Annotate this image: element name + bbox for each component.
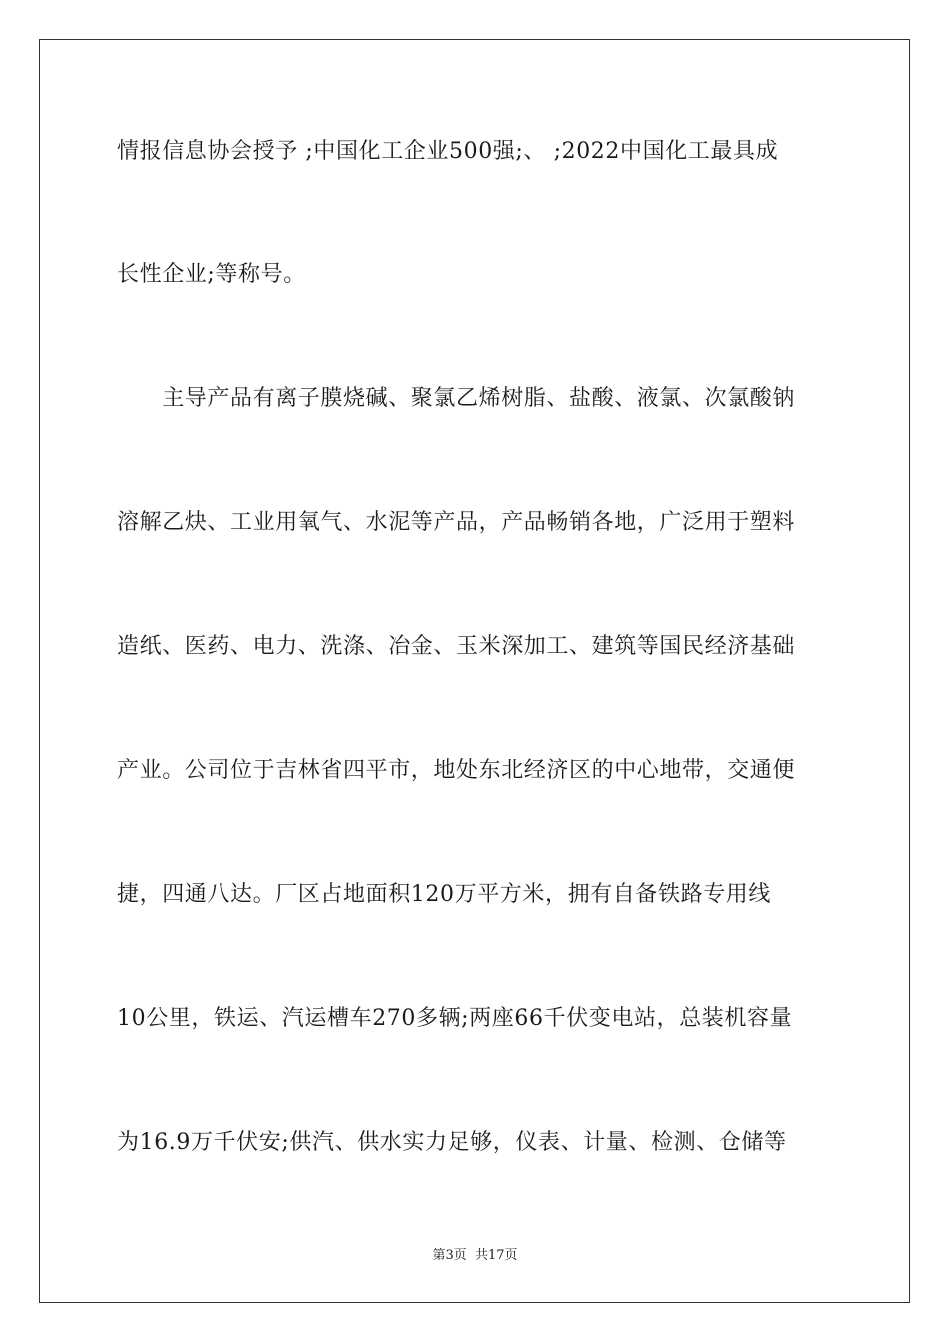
text-line: 长性企业;等称号。 (117, 262, 306, 287)
text-line: 情报信息协会授予 ;中国化工企业500强;、 ;2022中国化工最具成 (117, 139, 779, 164)
page-border (39, 39, 910, 1303)
text-line: 溶解乙炔、工业用氧气、水泥等产品，产品畅销各地，广泛用于塑料 (117, 510, 796, 535)
page-number: 第3页 (432, 1248, 467, 1263)
text-line: 10公里，铁运、汽运槽车270多辆;两座66千伏变电站，总装机容量 (117, 1006, 793, 1031)
text-line: 捷，四通八达。厂区占地面积120万平方米，拥有自备铁路专用线 (117, 882, 771, 907)
text-line: 为16.9万千伏安;供汽、供水实力足够，仪表、计量、检测、仓储等 (117, 1130, 787, 1155)
text-line: 主导产品有离子膜烧碱、聚氯乙烯树脂、盐酸、液氯、次氯酸钠 (117, 386, 796, 411)
text-line: 造纸、医药、电力、洗涤、冶金、玉米深加工、建筑等国民经济基础 (117, 634, 796, 659)
page-footer (0, 1247, 950, 1265)
text-line: 产业。公司位于吉林省四平市，地处东北经济区的中心地带，交通便 (117, 758, 796, 783)
page-total: 共17页 (474, 1248, 518, 1263)
